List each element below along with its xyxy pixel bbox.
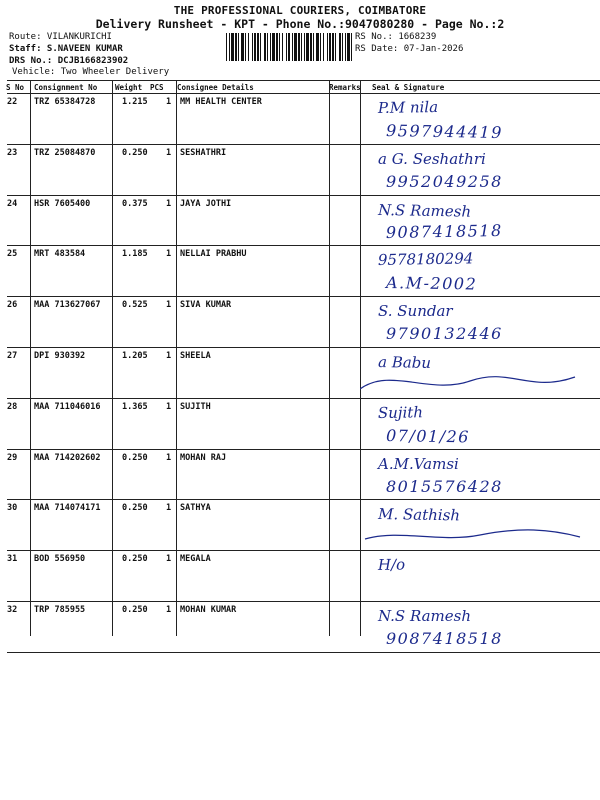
barcode-bar	[270, 33, 271, 61]
staff-label: Staff: S.NAVEEN KUMAR	[9, 44, 123, 54]
row-consignment: TRZ 65384728	[34, 97, 96, 107]
barcode-bar	[310, 33, 312, 61]
signature-line2: 9790132446	[386, 324, 503, 344]
row-weight: 0.525	[122, 300, 148, 311]
signature-line1: N.S Ramesh	[377, 200, 472, 221]
barcode-bar	[288, 33, 290, 61]
route-label: Route: VILANKURICHI	[9, 32, 112, 42]
signature-stroke	[365, 530, 580, 539]
row-consignment: MAA 714074171	[34, 503, 101, 514]
row-consignee: MOHAN RAJ	[180, 452, 227, 463]
handwritten-signature	[360, 144, 590, 196]
row-weight: 0.250	[122, 503, 148, 514]
row-weight: 0.250	[122, 147, 148, 158]
row-weight: 0.250	[122, 554, 148, 565]
signature-line1: Sujith	[377, 403, 424, 422]
barcode-bar	[298, 33, 300, 61]
row-sno: 24	[7, 198, 18, 209]
col-header-seal: Seal & Signature	[372, 83, 445, 92]
row-consignment: BOD 556950	[34, 554, 86, 565]
col-header-consignment: Consignment No	[34, 83, 98, 92]
col-divider	[112, 81, 113, 636]
row-sno: 22	[7, 97, 18, 107]
signature-stroke	[360, 377, 575, 389]
row-separator	[7, 652, 600, 653]
barcode-bar	[231, 33, 234, 61]
row-pcs: 1	[166, 351, 172, 361]
barcode-bar	[316, 33, 319, 61]
row-pcs: 1	[166, 300, 172, 311]
row-consignment: DPI 930392	[34, 351, 86, 361]
barcode-bar	[347, 33, 350, 61]
row-sno: 26	[7, 300, 18, 311]
barcode-bar	[264, 33, 266, 61]
row-consignee: SUJITH	[180, 401, 211, 412]
row-consignee: NELLAI PRABHU	[180, 249, 247, 260]
barcode-bar	[272, 33, 275, 61]
col-header-sno: S No	[6, 83, 25, 92]
signature-line2: 9597944419	[385, 121, 504, 143]
row-pcs: 1	[166, 503, 172, 514]
signature-line1: 9578180294	[377, 249, 474, 270]
handwritten-signature	[360, 296, 590, 348]
handwritten-signature	[360, 245, 590, 297]
row-pcs: 1	[166, 249, 172, 260]
row-consignment: MRT 483584	[34, 249, 86, 260]
signature-line2: 07/01/26	[385, 425, 471, 447]
row-sno: 23	[7, 147, 18, 158]
barcode-bar	[301, 33, 302, 61]
barcode-bar	[226, 33, 227, 61]
row-sno: 31	[7, 554, 18, 565]
header-top-rule	[7, 80, 600, 81]
barcode-bar	[323, 33, 324, 61]
handwritten-signature	[360, 195, 590, 247]
col-divider	[329, 81, 330, 636]
barcode-bar	[252, 33, 253, 61]
row-weight: 1.365	[122, 401, 148, 412]
signature-line2: 9087418518	[385, 220, 503, 242]
drs-label: DRS No.: DCJB166823902	[9, 56, 129, 66]
signature-line1: M. Sathish	[377, 505, 461, 525]
row-weight: 1.205	[122, 351, 148, 361]
row-sno: 30	[7, 503, 18, 514]
barcode-bar	[306, 33, 309, 61]
company-title: THE PROFESSIONAL COURIERS, COIMBATORE	[173, 4, 427, 17]
col-header-remarks: Remarks	[329, 83, 361, 92]
barcode-bar	[313, 33, 314, 61]
handwritten-signature	[360, 449, 590, 501]
runsheet-subtitle: Delivery Runsheet - KPT - Phone No.:9047080280 - Page No.:2	[95, 17, 505, 31]
barcode-bar	[238, 33, 239, 61]
barcode-bar	[276, 33, 278, 61]
barcode-bar	[339, 33, 341, 61]
signature-line1: a Babu	[377, 353, 432, 372]
barcode-bar	[327, 33, 328, 61]
barcode-bar	[332, 33, 334, 61]
barcode-bar	[329, 33, 331, 61]
barcode-image	[226, 33, 352, 61]
row-consignment: MAA 711046016	[34, 401, 101, 412]
rs-date-label: RS Date: 07-Jan-2026	[355, 44, 464, 54]
barcode-bar	[235, 33, 237, 61]
row-consignee: MEGALA	[180, 554, 211, 565]
handwritten-signature	[360, 93, 590, 145]
row-weight: 0.250	[122, 605, 148, 615]
row-sno: 28	[7, 401, 18, 412]
signature-line1: H/o	[377, 555, 406, 575]
barcode-bar	[257, 33, 259, 61]
row-pcs: 1	[166, 452, 172, 463]
row-pcs: 1	[166, 97, 172, 107]
row-consignee: SATHYA	[180, 503, 211, 514]
barcode-bar	[342, 33, 343, 61]
col-header-consignee: Consignee Details	[177, 83, 254, 92]
col-divider	[176, 81, 177, 636]
barcode-bar	[229, 33, 230, 61]
row-consignment: MAA 713627067	[34, 300, 101, 311]
signature-line2: 9087418518	[386, 629, 503, 648]
col-divider	[30, 81, 31, 636]
barcode-bar	[345, 33, 346, 61]
barcode-bar	[294, 33, 297, 61]
barcode-bar	[279, 33, 280, 61]
row-consignee: JAYA JOTHI	[180, 198, 232, 209]
barcode-bar	[267, 33, 268, 61]
row-consignee: MOHAN KUMAR	[180, 605, 237, 615]
barcode-bar	[241, 33, 244, 61]
row-weight: 0.375	[122, 198, 148, 209]
handwritten-signature	[360, 550, 590, 602]
barcode-bar	[335, 33, 336, 61]
row-consignment: TRZ 25084870	[34, 147, 96, 158]
row-consignment: HSR 7605400	[34, 198, 91, 209]
vehicle-label: Vehicle: Two Wheeler Delivery	[12, 67, 170, 77]
barcode-bar	[282, 33, 283, 61]
barcode-bar	[320, 33, 321, 61]
row-consignment: TRP 785955	[34, 605, 86, 615]
row-consignee: SESHATHRI	[180, 147, 227, 158]
barcode-bar	[260, 33, 261, 61]
row-sno: 29	[7, 452, 18, 463]
row-pcs: 1	[166, 605, 172, 615]
row-weight: 1.215	[122, 97, 148, 107]
row-consignee: MM HEALTH CENTER	[180, 97, 262, 107]
row-pcs: 1	[166, 401, 172, 412]
row-consignee: SHEELA	[180, 351, 211, 361]
handwritten-signature	[360, 398, 590, 450]
row-pcs: 1	[166, 198, 172, 209]
barcode-bar	[304, 33, 305, 61]
row-consignment: MAA 714202602	[34, 452, 101, 463]
signature-line2: 9952049258	[386, 171, 503, 191]
signature-line1: a G. Seshathri	[378, 149, 486, 168]
barcode-bar	[351, 33, 352, 61]
rs-no-label: RS No.: 1668239	[355, 32, 437, 42]
barcode-bar	[292, 33, 293, 61]
signature-line1: A.M.Vamsi	[378, 454, 459, 473]
col-header-pcs: PCS	[150, 83, 164, 92]
row-consignee: SIVA KUMAR	[180, 300, 232, 311]
barcode-bar	[254, 33, 256, 61]
signature-line1: P.M nila	[377, 97, 439, 117]
row-weight: 1.185	[122, 249, 148, 260]
row-sno: 25	[7, 249, 18, 260]
row-weight: 0.250	[122, 452, 148, 463]
row-sno: 27	[7, 351, 18, 361]
barcode-bar	[245, 33, 246, 61]
row-pcs: 1	[166, 147, 172, 158]
barcode-bar	[248, 33, 249, 61]
signature-line1: N.S Ramesh	[378, 607, 472, 625]
barcode-bar	[286, 33, 287, 61]
handwritten-signature	[360, 347, 590, 399]
handwritten-signature	[360, 601, 590, 653]
signature-line2: 8015576428	[386, 476, 503, 496]
row-pcs: 1	[166, 554, 172, 565]
signature-line2: A.M-2002	[385, 273, 478, 294]
row-sno: 32	[7, 605, 18, 615]
handwritten-signature	[360, 499, 590, 551]
col-header-weight: Weight	[115, 83, 143, 92]
signature-line1: S. Sundar	[378, 302, 453, 321]
